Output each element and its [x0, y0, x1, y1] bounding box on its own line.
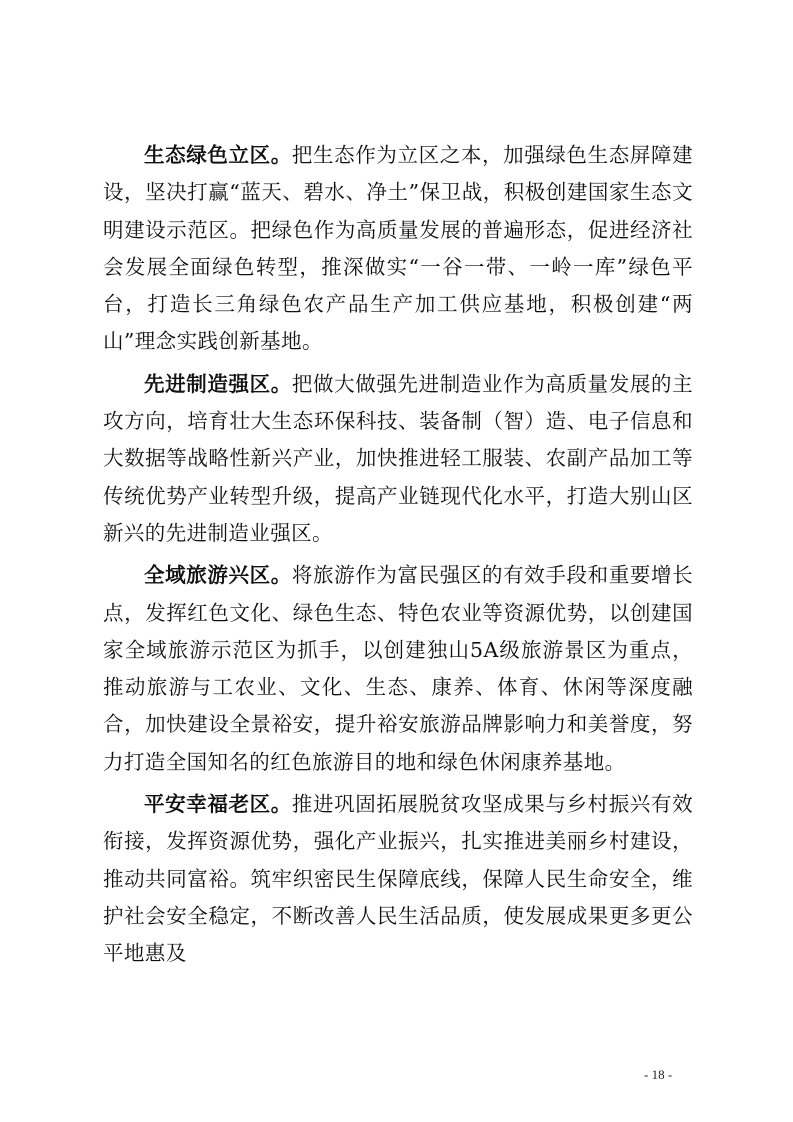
- paragraph-heading: 全域旅游兴区。: [144, 563, 292, 588]
- paragraph-heading: 先进制造强区。: [144, 371, 292, 396]
- paragraph-tourism: [103, 557, 693, 781]
- paragraph-text: 把做大做强先进制造业作为高质量发展的主攻方向，培育壮大生态环保科技、装备制（智）造、电子信息和大数据等战略性新兴产业，加快推进轻工服装、农副产品加工等传统优势产业转型升级，提高产业链现代化水平，打造大别山区新兴的先进制造业强区。: [103, 371, 693, 545]
- document-body: [103, 137, 693, 978]
- paragraph-heading: 平安幸福老区。: [144, 792, 292, 817]
- paragraph-welfare: [103, 786, 693, 972]
- paragraph-text: 将旅游作为富民强区的有效手段和重要增长点，发挥红色文化、绿色生态、特色农业等资源优势，以创建国家全域旅游示范区为抓手，以创建独山5A级旅游景区为重点，推动旅游与工农业、文化、生态、康养、体育、休闲等深度融合，加快建设全景裕安，提升裕安旅游品牌影响力和美誉度，努力打造全国知名的红色旅游目的地和绿色休闲康养基地。: [103, 563, 693, 774]
- paragraph-heading: 生态绿色立区。: [144, 143, 292, 167]
- page-number: - 18 -: [644, 1067, 673, 1082]
- paragraph-ecology: [103, 137, 693, 361]
- paragraph-text: 推进巩固拓展脱贫攻坚成果与乡村振兴有效衔接，发挥资源优势，强化产业振兴，扎实推进美丽乡村建设，推动共同富裕。筑牢织密民生保障底线，保障人民生命安全，维护社会安全稳定，不断改善人民生活品质，使发展成果更多更公平地惠及: [103, 792, 693, 966]
- paragraph-text: 把生态作为立区之本，加强绿色生态屏障建设，坚决打赢“蓝天、碧水、净土”保卫战，积极创建国家生态文明建设示范区。把绿色作为高质量发展的普遍形态，促进经济社会发展全面绿色转型，推深做实“一谷一带、一岭一库”绿色平台，打造长三角绿色农产品生产加工供应基地，积极创建“两山”理念实践创新基地。: [103, 143, 693, 354]
- paragraph-manufacturing: [103, 366, 693, 552]
